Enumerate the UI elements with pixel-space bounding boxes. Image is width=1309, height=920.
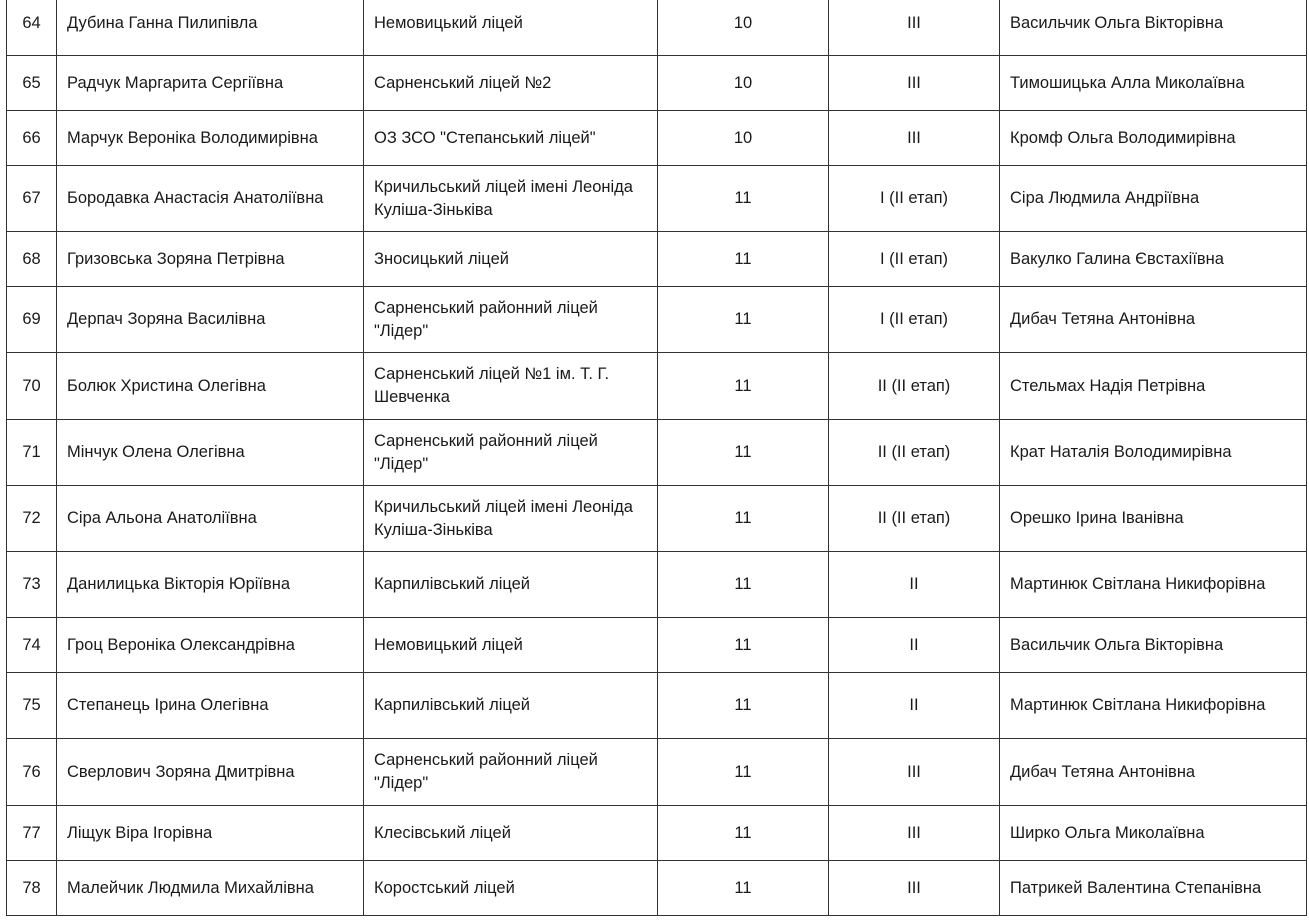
school-name: Немовицький ліцей [364, 618, 658, 673]
grade: 11 [658, 420, 829, 486]
table-row [7, 861, 1307, 916]
place: ІІІ [829, 739, 1000, 806]
teacher-name: Васильчик Ольга Вікторівна [1000, 618, 1307, 673]
row-number: 69 [7, 287, 57, 353]
table-row [7, 166, 1307, 232]
student-name: Бородавка Анастасія Анатоліївна [57, 166, 364, 232]
grade: 11 [658, 739, 829, 806]
row-number: 77 [7, 806, 57, 861]
place: ІІІ [829, 861, 1000, 916]
grade: 11 [658, 486, 829, 552]
place: І (ІІ етап) [829, 166, 1000, 232]
student-name: Малейчик Людмила Михайлівна [57, 861, 364, 916]
student-name: Дубина Ганна Пилипівла [57, 0, 364, 56]
student-name: Степанець Ірина Олегівна [57, 673, 364, 739]
teacher-name: Мартинюк Світлана Никифорівна [1000, 673, 1307, 739]
table-row [7, 232, 1307, 287]
student-name: Дерпач Зоряна Василівна [57, 287, 364, 353]
grade: 11 [658, 232, 829, 287]
teacher-name: Сіра Людмила Андріївна [1000, 166, 1307, 232]
school-name: Зносицький ліцей [364, 232, 658, 287]
school-name: Сарненський ліцей №1 ім. Т. Г. Шевченка [364, 353, 658, 420]
teacher-name: Тимошицька Алла Миколаївна [1000, 56, 1307, 111]
school-name: Кричильський ліцей імені Леоніда Куліша-Зіньківа [364, 166, 658, 232]
place: ІІ [829, 618, 1000, 673]
results-sheet [6, 0, 1306, 916]
teacher-name: Вакулко Галина Євстахіївна [1000, 232, 1307, 287]
place: ІІ (ІІ етап) [829, 486, 1000, 552]
teacher-name: Кромф Ольга Володимирівна [1000, 111, 1307, 166]
table-row [7, 56, 1307, 111]
place: ІІ [829, 673, 1000, 739]
table-row [7, 111, 1307, 166]
row-number: 75 [7, 673, 57, 739]
school-name: Сарненський районний ліцей "Лідер" [364, 420, 658, 486]
table-row [7, 420, 1307, 486]
place: ІІ (ІІ етап) [829, 353, 1000, 420]
student-name: Данилицька Вікторія Юріївна [57, 552, 364, 618]
grade: 10 [658, 111, 829, 166]
place: ІІ [829, 552, 1000, 618]
row-number: 76 [7, 739, 57, 806]
school-name: Сарненський ліцей №2 [364, 56, 658, 111]
teacher-name: Орешко Ірина Іванівна [1000, 486, 1307, 552]
place: І (ІІ етап) [829, 287, 1000, 353]
grade: 11 [658, 287, 829, 353]
school-name: Клесівський ліцей [364, 806, 658, 861]
table-row [7, 552, 1307, 618]
row-number: 66 [7, 111, 57, 166]
school-name: Сарненський районний ліцей "Лідер" [364, 287, 658, 353]
teacher-name: Васильчик Ольга Вікторівна [1000, 0, 1307, 56]
student-name: Гризовська Зоряна Петрівна [57, 232, 364, 287]
row-number: 73 [7, 552, 57, 618]
table-row [7, 0, 1307, 56]
results-table [6, 0, 1307, 916]
teacher-name: Патрикей Валентина Степанівна [1000, 861, 1307, 916]
teacher-name: Стельмах Надія Петрівна [1000, 353, 1307, 420]
school-name: Кричильський ліцей імені Леоніда Куліша-Зіньківа [364, 486, 658, 552]
student-name: Гроц Вероніка Олександрівна [57, 618, 364, 673]
grade: 11 [658, 673, 829, 739]
student-name: Сверлович Зоряна Дмитрівна [57, 739, 364, 806]
student-name: Мінчук Олена Олегівна [57, 420, 364, 486]
place: ІІІ [829, 806, 1000, 861]
teacher-name: Дибач Тетяна Антонівна [1000, 739, 1307, 806]
grade: 10 [658, 56, 829, 111]
place: III [829, 0, 1000, 56]
place: III [829, 56, 1000, 111]
student-name: Марчук Вероніка Володимирівна [57, 111, 364, 166]
table-row [7, 739, 1307, 806]
grade: 10 [658, 0, 829, 56]
place: III [829, 111, 1000, 166]
school-name: Карпилівський ліцей [364, 673, 658, 739]
school-name: Сарненський районний ліцей "Лідер" [364, 739, 658, 806]
row-number: 68 [7, 232, 57, 287]
row-number: 78 [7, 861, 57, 916]
row-number: 74 [7, 618, 57, 673]
row-number: 64 [7, 0, 57, 56]
teacher-name: Ширко Ольга Миколаївна [1000, 806, 1307, 861]
school-name: Немовицький ліцей [364, 0, 658, 56]
teacher-name: Крат Наталія Володимирівна [1000, 420, 1307, 486]
grade: 11 [658, 166, 829, 232]
student-name: Радчук Маргарита Сергіївна [57, 56, 364, 111]
table-row [7, 486, 1307, 552]
table-row [7, 353, 1307, 420]
grade: 11 [658, 861, 829, 916]
grade: 11 [658, 806, 829, 861]
grade: 11 [658, 618, 829, 673]
table-row [7, 618, 1307, 673]
student-name: Ліщук Віра Ігорівна [57, 806, 364, 861]
student-name: Болюк Христина Олегівна [57, 353, 364, 420]
row-number: 72 [7, 486, 57, 552]
place: І (ІІ етап) [829, 232, 1000, 287]
row-number: 70 [7, 353, 57, 420]
school-name: Коростський ліцей [364, 861, 658, 916]
table-row [7, 673, 1307, 739]
grade: 11 [658, 552, 829, 618]
row-number: 65 [7, 56, 57, 111]
teacher-name: Мартинюк Світлана Никифорівна [1000, 552, 1307, 618]
grade: 11 [658, 353, 829, 420]
table-row [7, 287, 1307, 353]
school-name: Карпилівський ліцей [364, 552, 658, 618]
school-name: ОЗ ЗСО "Степанський ліцей" [364, 111, 658, 166]
student-name: Сіра Альона Анатоліївна [57, 486, 364, 552]
teacher-name: Дибач Тетяна Антонівна [1000, 287, 1307, 353]
row-number: 71 [7, 420, 57, 486]
table-row [7, 806, 1307, 861]
row-number: 67 [7, 166, 57, 232]
place: ІІ (ІІ етап) [829, 420, 1000, 486]
